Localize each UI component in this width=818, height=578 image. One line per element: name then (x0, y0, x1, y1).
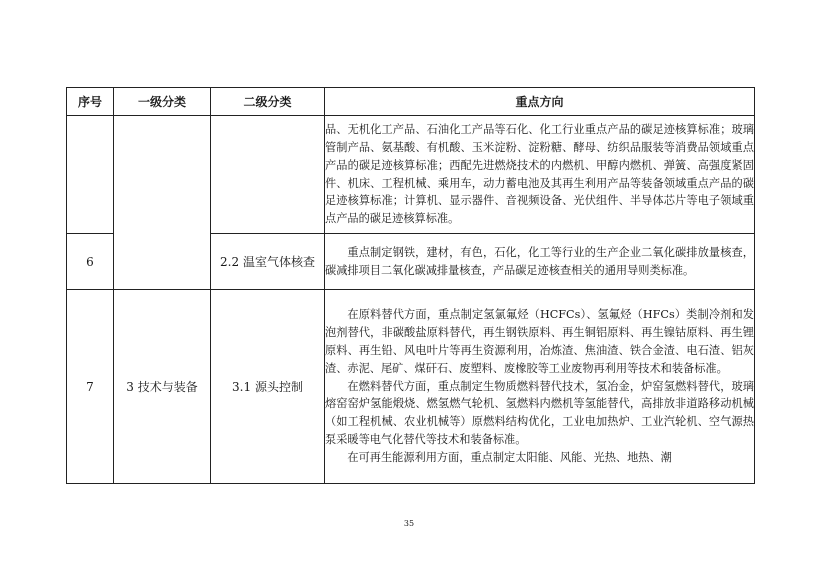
row-text: 重点制定钢铁，建材，有色，石化，化工等行业的生产企业二氧化碳排放量核查，碳减排项目二氧化碳减排量核查，产品碳足迹核查相关的通用导则类标准。 (325, 245, 754, 277)
row-key-direction (325, 290, 755, 484)
table-row (67, 290, 755, 484)
page-number: 35 (403, 519, 415, 528)
row-seq: 7 (67, 290, 114, 484)
row-text: 品、无机化工产品、石油化工产品等石化、化工行业重点产品的碳足迹核算标准；玻璃管制产品、氨基酸、有机酸、玉米淀粉、淀粉糖、酵母、纺织品服装等消费品领域重点产品的碳足迹核算标准；西配先进燃烧技术的内燃机、甲醇内燃机、弹簧、高强度紧固件、机床、工程机械、乘用车，动力蓄电池及其再生利用产品等装备领域重点产品的碳足迹核算标准；计算机、显示器件、音视频设备、光伏组件、半导体芯片等电子领域重点产品的碳足迹核算标准。 (325, 123, 754, 226)
row-secondary-category: 3.1 源头控制 (211, 290, 325, 484)
row-primary-category: 3 技术与装备 (114, 290, 211, 484)
header-secondary-category: 二级分类 (211, 88, 325, 116)
paragraph-fuel: 在燃料替代方面，重点制定生物质燃料替代技术，氢冶金，炉窑氢燃料替代，玻璃熔窑窑炉氢能煅烧、燃氢燃气轮机、氢燃料内燃机等氢能替代，高排放非道路移动机械（如工程机械、农业机械等）原燃料结构优化，工业电加热炉、工业汽轮机、空气源热泵采暖等电气化替代等技术和装备标准。 (325, 379, 754, 446)
row-key-direction (325, 234, 755, 290)
row-secondary-category: 2.2 温室气体核查 (211, 234, 325, 290)
header-key-direction: 重点方向 (325, 88, 755, 116)
header-primary-category: 一级分类 (114, 88, 211, 116)
standards-table (66, 87, 755, 484)
table-row (67, 116, 755, 234)
row-seq (67, 116, 114, 234)
paragraph-renewable: 在可再生能源利用方面，重点制定太阳能、风能、光热、地热、潮 (347, 450, 672, 464)
row-key-direction (325, 116, 755, 234)
header-seq: 序号 (67, 88, 114, 116)
row-seq: 6 (67, 234, 114, 290)
paragraph-raw-material: 在原料替代方面，重点制定氢氯氟烃（HCFCs）、氢氟烃（HFCs）类制冷剂和发泡剂替代，非碳酸盐原料替代，再生钢铁原料、再生铜铝原料、再生镍钴原料、再生锂原料、再生铅、风电叶片等再生资源利用，冶炼渣、焦油渣、铁合金渣、电石渣、铝灰渣、赤泥、尾矿、煤矸石、废塑料、废橡胶等工业废物再利用等技术和装备标准。 (325, 308, 754, 375)
row-secondary-category (211, 116, 325, 234)
table-header-row (67, 88, 755, 116)
row-primary-category (114, 116, 211, 290)
